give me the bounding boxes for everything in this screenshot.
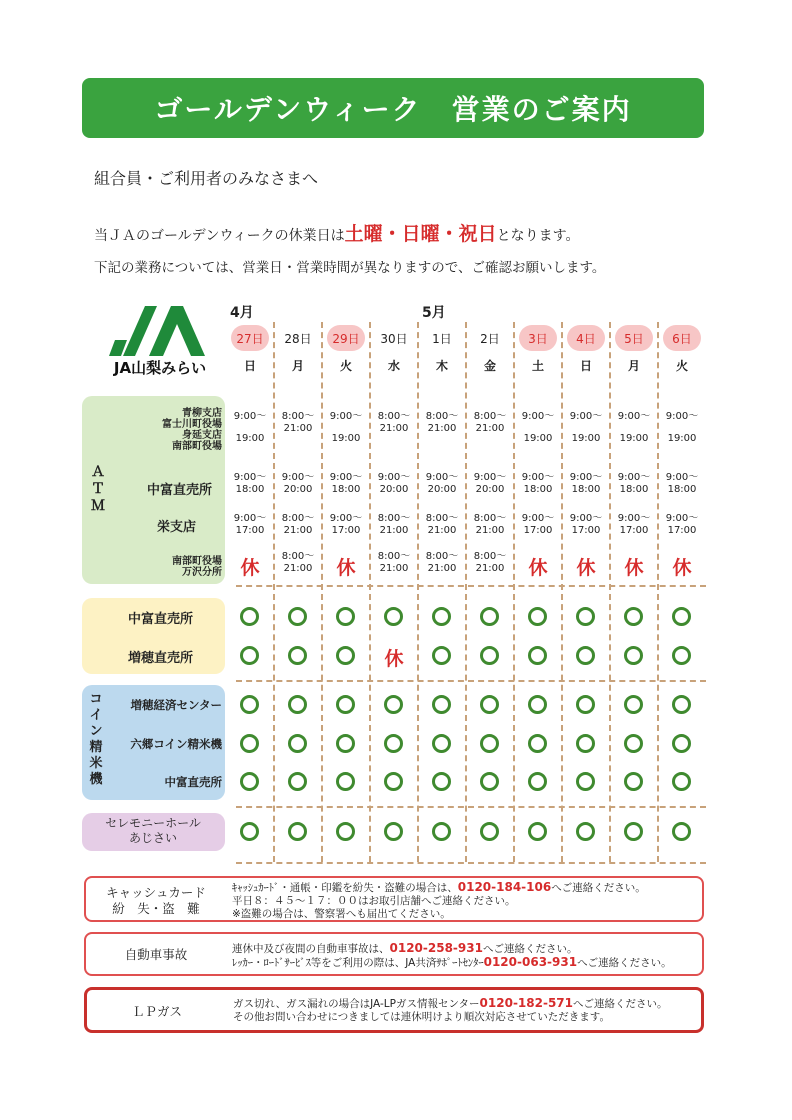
column-divider: [609, 322, 611, 862]
atm-location-line: 身延支店: [182, 430, 222, 441]
day-header: [274, 325, 322, 374]
open-mark: [288, 695, 307, 714]
closed-mark: 休: [240, 557, 260, 579]
hours-open: 9:00〜: [473, 472, 507, 483]
open-mark: [624, 646, 643, 665]
coin-char: コ: [89, 692, 103, 707]
ja-logo-mark-icon: [105, 300, 215, 358]
row-divider: [236, 680, 706, 682]
hours-cell: [514, 513, 562, 537]
contact-box: [84, 932, 704, 976]
day-header: [658, 325, 706, 374]
coin-vertical-label: [86, 692, 106, 788]
open-mark: [288, 646, 307, 665]
hours-close: 19:00: [619, 433, 649, 444]
open-mark: [480, 772, 499, 791]
open-mark: [480, 607, 499, 626]
hours-close: 17:00: [667, 525, 697, 536]
atm-char: Ａ: [91, 464, 105, 480]
title-banner: [82, 78, 704, 138]
open-mark: [672, 772, 691, 791]
holiday-notice: [94, 219, 580, 246]
open-mark: [528, 734, 547, 753]
hours-cell: [562, 513, 610, 537]
hours-close: 21:00: [283, 423, 313, 434]
hours-close: 17:00: [571, 525, 601, 536]
weekday-label: 火: [675, 359, 688, 373]
contact-text: [233, 997, 668, 1024]
hours-cell: [418, 551, 466, 575]
holiday-notice-days: 土曜・日曜・祝日: [344, 223, 497, 245]
open-mark: [432, 734, 451, 753]
coin-char: イ: [89, 708, 103, 723]
hours-open: 8:00〜: [281, 551, 315, 562]
hours-cell: [274, 411, 322, 435]
contact-text-pre: 連休中及び夜間の自動車事故は、: [232, 943, 390, 955]
day-header: [514, 325, 562, 374]
phone-number: 0120-063-931: [483, 955, 578, 969]
contact-text: [232, 881, 646, 921]
open-mark: [336, 607, 355, 626]
hours-close: 21:00: [475, 563, 505, 574]
open-mark: [432, 695, 451, 714]
date-label: 27日: [231, 325, 269, 351]
atm-vertical-label: [88, 464, 108, 515]
open-mark: [336, 646, 355, 665]
coin-mill-label: 増穂経済センター: [130, 698, 222, 712]
coin-char: 米: [89, 756, 103, 771]
hours-cell: [466, 551, 514, 575]
hours-cell: [370, 513, 418, 537]
hours-cell: [370, 472, 418, 496]
hours-close: 21:00: [379, 525, 409, 536]
hours-open: 8:00〜: [281, 513, 315, 524]
open-mark: [528, 822, 547, 841]
hours-open: 9:00〜: [521, 513, 555, 524]
open-mark: [624, 695, 643, 714]
coin-char: 機: [89, 772, 103, 787]
hours-cell: [322, 411, 370, 445]
hours-close: 21:00: [427, 423, 457, 434]
holiday-notice-prefix: 当ＪＡのゴールデンウィークの休業日は: [94, 228, 345, 244]
column-divider: [561, 322, 563, 862]
open-mark: [384, 772, 403, 791]
page-title: ゴールデンウィーク 営業のご案内: [154, 93, 632, 126]
open-mark: [624, 734, 643, 753]
date-label: 2日: [480, 331, 500, 346]
hours-open: 9:00〜: [665, 411, 699, 422]
hours-open: 8:00〜: [377, 513, 411, 524]
open-mark: [240, 607, 259, 626]
open-mark: [336, 695, 355, 714]
weekday-label: 日: [243, 359, 256, 373]
weekday-label: 月: [291, 359, 304, 373]
hours-close: 19:00: [571, 433, 601, 444]
open-mark: [240, 646, 259, 665]
open-mark: [528, 607, 547, 626]
open-mark: [240, 772, 259, 791]
row-divider: [236, 585, 706, 587]
closed-mark: 休: [576, 557, 596, 579]
hours-open: 8:00〜: [425, 551, 459, 562]
open-mark: [432, 822, 451, 841]
atm-location-line: 南部町役場: [172, 556, 222, 567]
month-april: 4月: [230, 305, 254, 321]
atm-location-line: 富士川町役場: [162, 419, 222, 430]
date-label: 3日: [519, 325, 557, 351]
open-mark: [432, 607, 451, 626]
contact-box: [84, 987, 704, 1033]
hours-open: 9:00〜: [329, 472, 363, 483]
open-mark: [528, 646, 547, 665]
atm-location-line: 南部町役場: [172, 441, 222, 452]
month-may: 5月: [422, 305, 446, 321]
hours-close: 19:00: [667, 433, 697, 444]
hours-open: 9:00〜: [425, 472, 459, 483]
ceremony-line: セレモニーホール: [105, 816, 201, 830]
open-mark: [576, 646, 595, 665]
hours-cell: [370, 551, 418, 575]
contact-text-post: へご連絡ください。: [577, 957, 672, 969]
open-mark: [240, 822, 259, 841]
hours-open: 9:00〜: [377, 472, 411, 483]
hours-open: 9:00〜: [665, 513, 699, 524]
hours-cell: [274, 513, 322, 537]
hours-open: 9:00〜: [569, 411, 603, 422]
hours-close: 17:00: [235, 525, 265, 536]
weekday-label: 日: [579, 359, 592, 373]
contact-line: [233, 997, 668, 1011]
hours-open: 9:00〜: [233, 411, 267, 422]
day-header: [562, 325, 610, 374]
open-mark: [480, 695, 499, 714]
hours-cell: [418, 411, 466, 435]
contact-text-pre: ガス切れ、ガス漏れの場合はJA-LPガス情報センター: [233, 998, 480, 1010]
open-mark: [672, 695, 691, 714]
open-mark: [624, 772, 643, 791]
hours-cell: [226, 411, 274, 445]
closed-mark: 休: [528, 557, 548, 579]
hours-open: 8:00〜: [425, 513, 459, 524]
date-label: 30日: [380, 331, 408, 346]
hours-cell: [562, 472, 610, 496]
contact-text-pre: ※盗難の場合は、警察署へも届出てください。: [232, 908, 451, 920]
hours-cell: [418, 472, 466, 496]
hours-close: 21:00: [427, 525, 457, 536]
contact-label-line: キャッシュカード: [106, 885, 206, 900]
hours-cell: [226, 513, 274, 537]
hours-close: 20:00: [475, 484, 505, 495]
contact-text-pre: ﾚｯｶｰ・ﾛｰﾄﾞｻｰﾋﾞｽ等をご利用の際は、JA共済ｻﾎﾟｰﾄｾﾝﾀｰ: [232, 957, 484, 969]
open-mark: [480, 646, 499, 665]
date-label: 6日: [663, 325, 701, 351]
ceremony-line: あじさい: [128, 831, 177, 845]
hours-cell: [370, 411, 418, 435]
hours-cell: [514, 472, 562, 496]
hours-close: 21:00: [475, 525, 505, 536]
closed-mark: 休: [624, 557, 644, 579]
hours-cell: [274, 472, 322, 496]
hours-open: 9:00〜: [233, 513, 267, 524]
hours-open: 8:00〜: [473, 551, 507, 562]
open-mark: [336, 822, 355, 841]
phone-number: 0120-182-571: [479, 996, 574, 1010]
closed-mark: 休: [384, 648, 404, 670]
ceremony-hall-label: [88, 816, 218, 846]
contact-line: [232, 942, 672, 956]
hours-open: 9:00〜: [617, 513, 651, 524]
hours-open: 9:00〜: [665, 472, 699, 483]
weekday-label: 月: [627, 359, 640, 373]
coin-char: 精: [89, 740, 103, 755]
ja-logo-text: JA山梨みらい: [113, 359, 207, 377]
hours-close: 20:00: [379, 484, 409, 495]
open-mark: [528, 695, 547, 714]
hours-cell: [226, 472, 274, 496]
contact-label: [86, 885, 226, 917]
row-divider: [236, 862, 706, 864]
weekday-label: 水: [387, 359, 400, 373]
contact-label: [87, 1004, 227, 1020]
hours-close: 21:00: [379, 423, 409, 434]
hours-close: 18:00: [619, 484, 649, 495]
open-mark: [288, 607, 307, 626]
atm-location-label: [147, 484, 212, 498]
hours-cell: [610, 513, 658, 537]
contact-text-post: へご連絡ください。: [482, 943, 578, 955]
open-mark: [432, 772, 451, 791]
hours-close: 19:00: [331, 433, 361, 444]
open-mark: [480, 734, 499, 753]
contact-line: [232, 908, 646, 921]
atm-location-label: [162, 408, 222, 452]
atm-char: Ｍ: [91, 498, 105, 514]
open-mark: [288, 734, 307, 753]
hours-close: 18:00: [235, 484, 265, 495]
open-mark: [384, 822, 403, 841]
contact-label: [86, 947, 226, 963]
hours-open: 9:00〜: [569, 472, 603, 483]
contact-line: [232, 881, 646, 895]
open-mark: [288, 772, 307, 791]
weekday-label: 火: [339, 359, 352, 373]
row-divider: [236, 806, 706, 808]
contact-text-pre: ｷｬｯｼｭｶｰﾄﾞ・通帳・印鑑を紛失・盗難の場合は、: [232, 882, 458, 894]
hours-close: 17:00: [523, 525, 553, 536]
hours-close: 17:00: [619, 525, 649, 536]
phone-number: 0120-184-106: [457, 880, 552, 894]
day-header: [226, 325, 274, 374]
atm-location-line: 青柳支店: [182, 408, 222, 419]
contact-text-post: へご連絡ください。: [551, 882, 646, 894]
hours-open: 9:00〜: [617, 472, 651, 483]
hours-cell: [322, 472, 370, 496]
atm-location-label: [172, 556, 222, 578]
column-divider: [273, 322, 275, 862]
contact-text-pre: その他お問い合わせにつきましては連休明けより順次対応させていただきます。: [233, 1011, 610, 1023]
open-mark: [240, 695, 259, 714]
day-header: [466, 325, 514, 374]
open-mark: [336, 734, 355, 753]
hours-cell: [610, 472, 658, 496]
column-divider: [417, 322, 419, 862]
hours-notice: 下記の業務については、営業日・営業時間が異なりますので、ご確認お願いします。: [94, 260, 606, 276]
hours-cell: [418, 513, 466, 537]
contact-label-line: 自動車事故: [124, 947, 188, 962]
contact-label-line: ＬＰガス: [131, 1004, 182, 1019]
hours-close: 20:00: [427, 484, 457, 495]
hours-close: 18:00: [571, 484, 601, 495]
hours-cell: [466, 411, 514, 435]
open-mark: [624, 822, 643, 841]
column-divider: [465, 322, 467, 862]
open-mark: [576, 822, 595, 841]
closed-mark: 休: [336, 557, 356, 579]
hours-cell: [322, 513, 370, 537]
open-mark: [432, 646, 451, 665]
contact-text-pre: 平日８：４５〜１７：００はお取引店舗へご連絡ください。: [232, 895, 516, 907]
open-mark: [576, 695, 595, 714]
hours-close: 21:00: [379, 563, 409, 574]
column-divider: [657, 322, 659, 862]
hours-open: 9:00〜: [329, 411, 363, 422]
hours-close: 18:00: [523, 484, 553, 495]
contact-text-post: へご連絡ください。: [573, 998, 668, 1010]
atm-char: Ｔ: [91, 481, 105, 497]
open-mark: [384, 607, 403, 626]
coin-mill-label: 六郷コイン精米機: [130, 737, 222, 751]
weekday-label: 金: [483, 359, 496, 373]
hours-open: 8:00〜: [425, 411, 459, 422]
contact-line: [232, 895, 646, 908]
open-mark: [240, 734, 259, 753]
hours-open: 9:00〜: [569, 513, 603, 524]
atm-location-label: [157, 521, 196, 535]
hours-close: 19:00: [235, 433, 265, 444]
weekday-label: 土: [531, 359, 544, 373]
hours-close: 18:00: [667, 484, 697, 495]
holiday-notice-suffix: となります。: [496, 228, 580, 244]
day-header: [610, 325, 658, 374]
atm-location-line: 栄支店: [156, 520, 196, 535]
open-mark: [384, 734, 403, 753]
open-mark: [672, 822, 691, 841]
open-mark: [288, 822, 307, 841]
hours-close: 21:00: [283, 563, 313, 574]
hours-cell: [274, 551, 322, 575]
open-mark: [336, 772, 355, 791]
hours-cell: [466, 472, 514, 496]
hours-cell: [658, 472, 706, 496]
direct-sales-label: 中富直売所: [127, 612, 193, 627]
hours-close: 21:00: [283, 525, 313, 536]
hours-open: 9:00〜: [521, 411, 555, 422]
column-divider: [513, 322, 515, 862]
column-divider: [369, 322, 371, 862]
date-label: 1日: [432, 331, 452, 346]
greeting: 組合員・ご利用者のみなさまへ: [94, 169, 319, 188]
ja-logo: [105, 300, 215, 380]
open-mark: [384, 695, 403, 714]
hours-open: 9:00〜: [329, 513, 363, 524]
hours-close: 20:00: [283, 484, 313, 495]
hours-close: 17:00: [331, 525, 361, 536]
contact-line: [233, 1011, 668, 1024]
hours-open: 9:00〜: [281, 472, 315, 483]
coin-char: ン: [89, 724, 103, 739]
hours-close: 19:00: [523, 433, 553, 444]
contact-text: [232, 942, 672, 970]
direct-sales-label: 増穂直売所: [127, 651, 193, 666]
hours-cell: [610, 411, 658, 445]
hours-cell: [466, 513, 514, 537]
day-header: [418, 325, 466, 374]
open-mark: [480, 822, 499, 841]
hours-open: 8:00〜: [473, 513, 507, 524]
hours-close: 18:00: [331, 484, 361, 495]
open-mark: [576, 607, 595, 626]
day-header: [370, 325, 418, 374]
day-header: [322, 325, 370, 374]
hours-open: 8:00〜: [377, 411, 411, 422]
hours-open: 8:00〜: [281, 411, 315, 422]
closed-mark: 休: [672, 557, 692, 579]
coin-mill-label: 中富直売所: [164, 775, 222, 789]
column-divider: [321, 322, 323, 862]
contact-label-line: 紛 失・盗 難: [112, 901, 200, 916]
date-label: 4日: [567, 325, 605, 351]
open-mark: [528, 772, 547, 791]
open-mark: [576, 772, 595, 791]
phone-number: 0120-258-931: [389, 941, 483, 955]
weekday-label: 木: [435, 359, 448, 373]
contact-line: [232, 956, 672, 970]
hours-cell: [658, 513, 706, 537]
hours-close: 21:00: [475, 423, 505, 434]
hours-open: 9:00〜: [233, 472, 267, 483]
hours-open: 9:00〜: [521, 472, 555, 483]
date-label: 5日: [615, 325, 653, 351]
open-mark: [672, 646, 691, 665]
contact-box: [84, 876, 704, 922]
open-mark: [672, 734, 691, 753]
atm-location-line: 中富直売所: [146, 483, 212, 498]
open-mark: [624, 607, 643, 626]
hours-close: 21:00: [427, 563, 457, 574]
hours-cell: [562, 411, 610, 445]
open-mark: [672, 607, 691, 626]
atm-location-line: 万沢分所: [182, 567, 222, 578]
open-mark: [576, 734, 595, 753]
hours-open: 9:00〜: [617, 411, 651, 422]
date-label: 28日: [284, 331, 312, 346]
hours-open: 8:00〜: [473, 411, 507, 422]
hours-cell: [658, 411, 706, 445]
date-label: 29日: [327, 325, 365, 351]
hours-open: 8:00〜: [377, 551, 411, 562]
hours-cell: [514, 411, 562, 445]
